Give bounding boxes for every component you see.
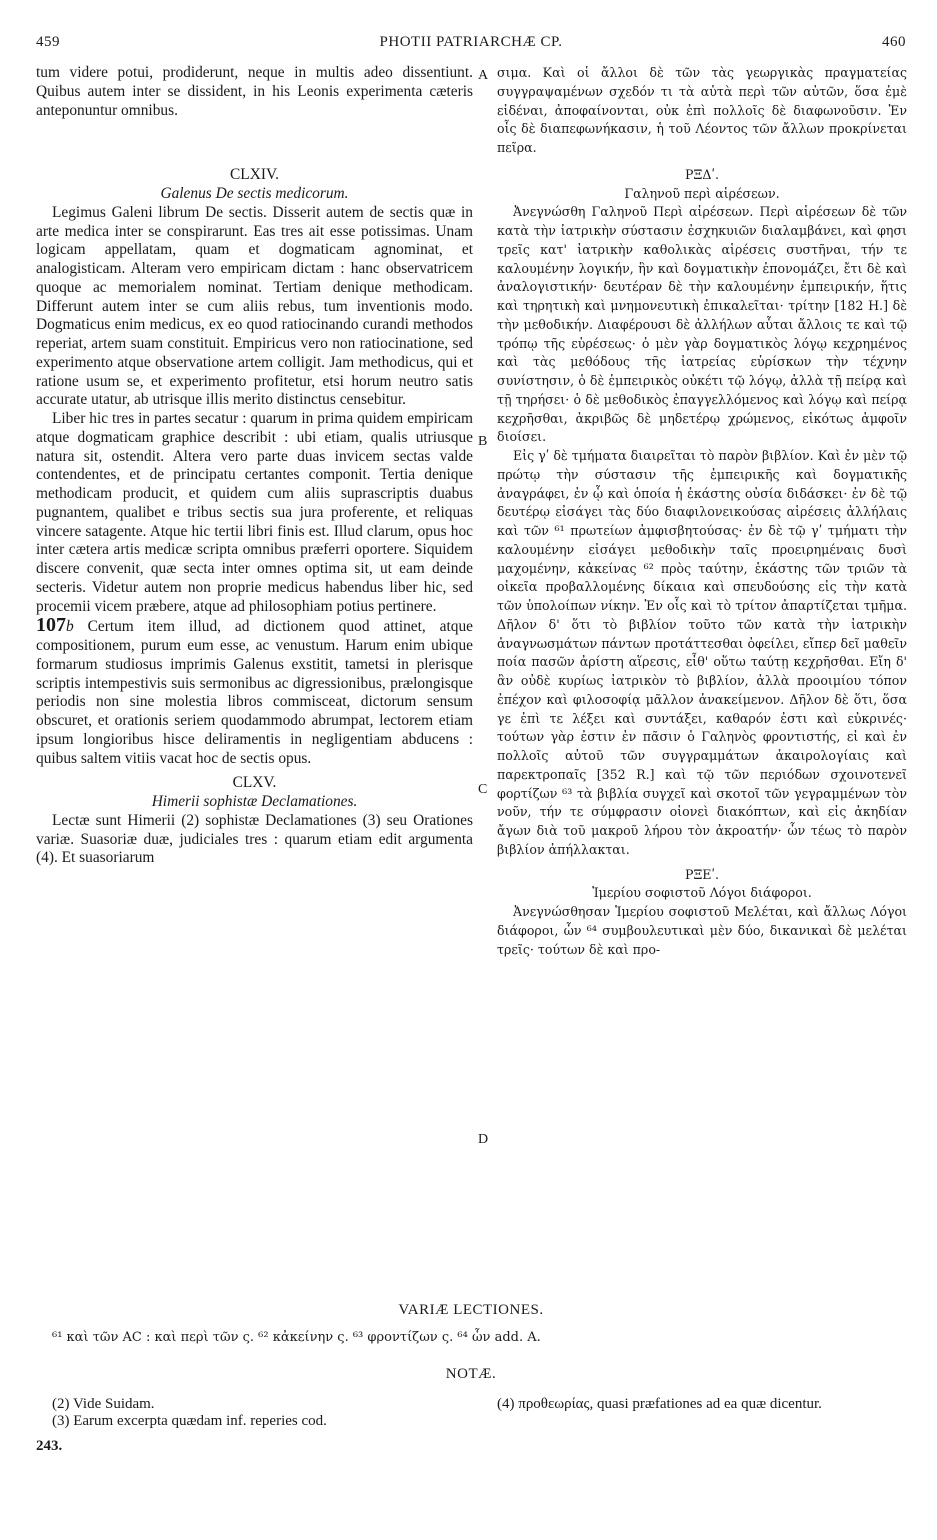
latin-paragraph-3-text: Certum item illud, ad dictionem quod attinet, atque compositionem, purum eum esse, ac venustum. Harum enim ubique formarum studiosus imprimis Galenus exstitit, tametsi in plerisque scriptis intempestivis suis sermonibus ac digressionibus, prælongisque periodis non sine molestia libros commisceat, dictorum sensum obscuret, et orationis seriem quodammodo abrumpat, lectorem etiam ipsum longioribus hisce deliramentis in negligentiam abducens : quibus saltem vitiis vacat hoc de sectis opus. bbox=[36, 618, 473, 767]
running-title: PHOTII PATRIARCHÆ CP. bbox=[379, 34, 563, 50]
latin-paragraph-2: Liber hic tres in partes secatur : quarum in prima quidem empiricam atque dogmaticam graphice describit : ubi etiam, qualis utriusque natura sit, ostendit. Altera vero parte duas invicem sectas valde contendentes, et de principatu certantes componit. Tertia denique methodicam producit, et quidem cum aliis suprascriptis duabus pugnantem, qualibet e tribus sectis sua jura proferente, et reliquas vincere satagente. Atque hic tertii libri finis est. Illud clarum, opus hoc inter cætera artis medicæ scripta omnibus præferri oportere. Siquidem discere convenit, quæ secta inter omnes optima sit, ut eam deinde secteris. Videtur autem non proprie medicus habendus liber hic, sed procemii vicem præbere, atque ad philosophiam potius pertinere. bbox=[36, 410, 473, 615]
latin-intro: tum videre potui, prodiderunt, neque in multis adeo dissentiunt. Quibus autem inter se dissident, in his Leonis experimenta cæteris anteponuntur omnibus. bbox=[36, 64, 473, 119]
running-header bbox=[36, 34, 906, 56]
margin-letter-a: A bbox=[478, 68, 489, 83]
margin-folio-side: b bbox=[66, 618, 74, 636]
page-number-right: 460 bbox=[882, 34, 906, 50]
page-number-left: 459 bbox=[36, 34, 60, 50]
latin-section-title-2: Himerii sophistæ Declamationes. bbox=[151, 793, 358, 810]
margin-letter-d: D bbox=[478, 1132, 489, 1147]
note-2: (2) Vide Suidam. bbox=[52, 1396, 155, 1412]
greek-section-title-2: Ἱμερίου σοφιστοῦ Λόγοι διάφοροι. bbox=[592, 885, 812, 901]
latin-paragraph-4: Lectæ sunt Himerii (2) sophistæ Declamationes (3) seu Orationes variæ. Suasoriæ duæ, judiciales tres : quarum etiam edit argumenta (4). Et suasoriarum bbox=[36, 811, 473, 867]
margin-folio-number: 107 bbox=[36, 614, 66, 637]
latin-column bbox=[36, 64, 473, 868]
variae-heading: VARIÆ LECTIONES. bbox=[398, 1302, 544, 1318]
latin-section-title-1: Galenus De sectis medicorum. bbox=[160, 185, 349, 202]
greek-section-title-1: Γαληνοῦ περὶ αἱρέσεων. bbox=[624, 185, 780, 201]
notes-right bbox=[497, 1396, 907, 1413]
notes-left bbox=[52, 1396, 472, 1430]
greek-paragraph-1: Ἀνεγνώσθη Γαληνοῦ Περὶ αἱρέσεων. Περὶ αἱρέσεων δὲ τῶν κατὰ τὴν ἰατρικὴν σύστασιν ἐσχηκυιῶν διαλαμβάνει, καὶ φησι τρεῖς κατ' ἰατρικὴν καθολικὰς αἱρέσεις συστῆναι, τήν τε καλουμένην λογικήν, ἣν καὶ δογματικὴν ἐπονομάζει, ἔτι δὲ καὶ ἀναλογιστικήν· δευτέραν δὲ τὴν καλουμένην ἐμπειρικήν, ἥτις καὶ τηρητικὴ καὶ μνημονευτικὴ ἐπικαλεῖται· τρίτην [182 H.] δὲ τὴν μεθοδικήν. Διαφέρουσι δὲ ἀλλήλων αὗται ἄλλοις τε καὶ τῷ τρόπῳ τῆς εὑρέσεως· ὁ μὲν γὰρ δογματικὸς λόγῳ κεχρημένος καὶ τὰς μεθόδους τῆς ἰατρείας εὑρίσκων τὴν τέχνην συνίστησιν, ὁ δὲ ἐμπειρικὸς οὐκέτι τῷ λόγῳ, ἀλλὰ τῇ πείρᾳ καὶ τῇ τηρήσει· ὁ δὲ μεθοδικὸς ἐπαγγελλόμενος καὶ λόγῳ καὶ πείρᾳ κεχρῆσθαι, ἀκριβῶς δὲ μηδετέρῳ χρώμενος, εἰκότως ἀμφοῖν διοίσει. bbox=[497, 204, 907, 445]
notae-heading: NOTÆ. bbox=[445, 1366, 497, 1382]
note-3: (3) Earum excerpta quædam inf. reperies cod. bbox=[52, 1413, 327, 1429]
greek-paragraph-2: Εἰς γʹ δὲ τμήματα διαιρεῖται τὸ παρὸν βιβλίον. Καὶ ἐν μὲν τῷ πρώτῳ τὴν σύστασιν τῆς ἐμπειρικῆς καὶ δογματικῆς ἀναγράφει, ἐν ᾧ καὶ ὁποία ἡ ἑκάστης οὐσία διδάσκει· ἐν δὲ τῷ δευτέρῳ εἰσάγει τὰς δύο διαφιλονεικούσας αἱρέσεις ἀλλήλαις καὶ τῶν ⁶¹ πρωτείων ἀμφισβητούσας· ἐν δὲ τῷ γʹ τμήματι τὴν καλουμένην εἰσάγει μεθοδικὴν ταῖς προειρημέναις δυσὶ μαχομένην, κἀκείνας ⁶² πρὸς ταύτην, ἑκάστης τῶν τριῶν τὰ οἰκεῖα προβαλλομένης δίκαια καὶ σπευδούσης εἰς τὴν κατὰ τῶν ὑπολοίπων νίκην. Ἐν οἷς καὶ τὸ τρίτον ἀπαρτίζεται τμῆμα. Δῆλον δ' ὅτι τὸ βιβλίον τοῦτο τῶν κατὰ τὴν ἰατρικὴν ἀναγνωσμάτων πάντων προτάττεσθαι ὀφείλει, εἴπερ δεῖ μαθεῖν ποία πασῶν ἀρίστη αἵρεσις, εἶθ' οὕτω ταύτῃ κεχρῆσθαι. Εἴη δ' ἂν οὐδὲ κυρίως ἰατρικὸν τὸ βιβλίον, ἀλλὰ προοιμίου τόπον ἐπέχον καὶ φιλοσοφίᾳ μᾶλλον ἀνακείμενον. Δῆλον δὲ ὅτι, ὅσα γε ἐπὶ τε λέξει καὶ συντάξει, καθαρόν ἐστι καὶ εὐκρινές· τούτων γὰρ ἐστιν ἐν πᾶσιν ὁ Γαληνὸς φροντιστής, εἰ καὶ ἐν πολλοῖς αὐτοῦ τῶν συγγραμμάτων ἀκαιρολογίαις καὶ παρεκτροπαῖς [352 R.] καὶ τῷ τῶν περιόδων σχοινοτενεῖ φορτίζων ⁶³ τὰ βιβλία συγχεῖ καὶ σκοτοῖ τῶν γεγραμμένων τὸν νοῦν, τήν τε σύμφρασιν οἱονεὶ διακόπτων, καὶ εἰς ἀκηδίαν ἄγων διὰ τοῦ μακροῦ λήρου τὸν ἀκροατήν· ὧν τέως τὸ παρὸν βιβλίον ἀπήλλακται. bbox=[497, 448, 907, 857]
latin-paragraph-1: Legimus Galeni librum De sectis. Disserit autem de sectis quæ in arte medica inter se conspirarunt. Eas tres ait esse potissimas. Unam logicam appellatam, quam et dogmaticam agnominat, et analogisticam. Alteram vero empiricam dictam : hanc observatricem quoque ac memorialem nominat. Tertiam denique methodicam. Differunt autem inter se cum aliis rebus, tum inventionis modo. Dogmaticus enim medicus, ex eo quod ratiocinando curandi methodos reperiat, artem suam constituit. Empiricus vero non ratiocinatione, sed experimento atque observatione artem colligit. Jam methodicus, qui et ratione usum se, et experimento profitetur, etsi horum neutro satis accurate utatur, ab utrisque illis merito distinctus censebitur. bbox=[36, 203, 473, 409]
variae-text: ⁶¹ καὶ τῶν AC : καὶ περὶ τῶν ς. ⁶² κἀκείνην ς. ⁶³ φροντίζων ς. ⁶⁴ ὧν add. A. bbox=[52, 1330, 541, 1345]
signature-mark: 243. bbox=[36, 1438, 63, 1454]
latin-section-number-1: CLXIV. bbox=[230, 166, 279, 184]
greek-section-number-2: ΡΞΕʹ. bbox=[684, 866, 720, 882]
latin-section-number-2: CLXV. bbox=[232, 774, 277, 792]
latin-paragraph-3 bbox=[36, 616, 473, 768]
greek-section-number-1: ΡΞΔʹ. bbox=[685, 166, 719, 182]
margin-letter-c: C bbox=[478, 782, 488, 797]
note-4: (4) προθεωρίας, quasi præfationes ad ea quæ dicentur. bbox=[497, 1396, 822, 1412]
greek-paragraph-3: Ἀνεγνώσθησαν Ἱμερίου σοφιστοῦ Μελέται, καὶ ἄλλως Λόγοι διάφοροι, ὧν ⁶⁴ συμβουλευτικαὶ μὲν δύο, δικανικαὶ δὲ μελέται τρεῖς· τούτων δὲ καὶ προ- bbox=[497, 904, 907, 957]
greek-column bbox=[497, 64, 907, 959]
margin-letter-b: B bbox=[478, 434, 488, 449]
greek-intro: σιμα. Καὶ οἱ ἄλλοι δὲ τῶν τὰς γεωργικὰς πραγματείας συγγραψαμένων σχεδόν τι τὰ αὐτὰ περὶ τῶν αὐτῶν, ὅσα ἐμὲ εἰδέναι, ἀποφαίνονται, οὐκ ἐπὶ πολλοῖς δὲ διαφωνοῦσιν. Ἐν οἷς δὲ διαπεφωνήκασιν, ἡ τοῦ Λέοντος τῶν ἄλλων προκρίνεται πεῖρα. bbox=[497, 65, 907, 155]
